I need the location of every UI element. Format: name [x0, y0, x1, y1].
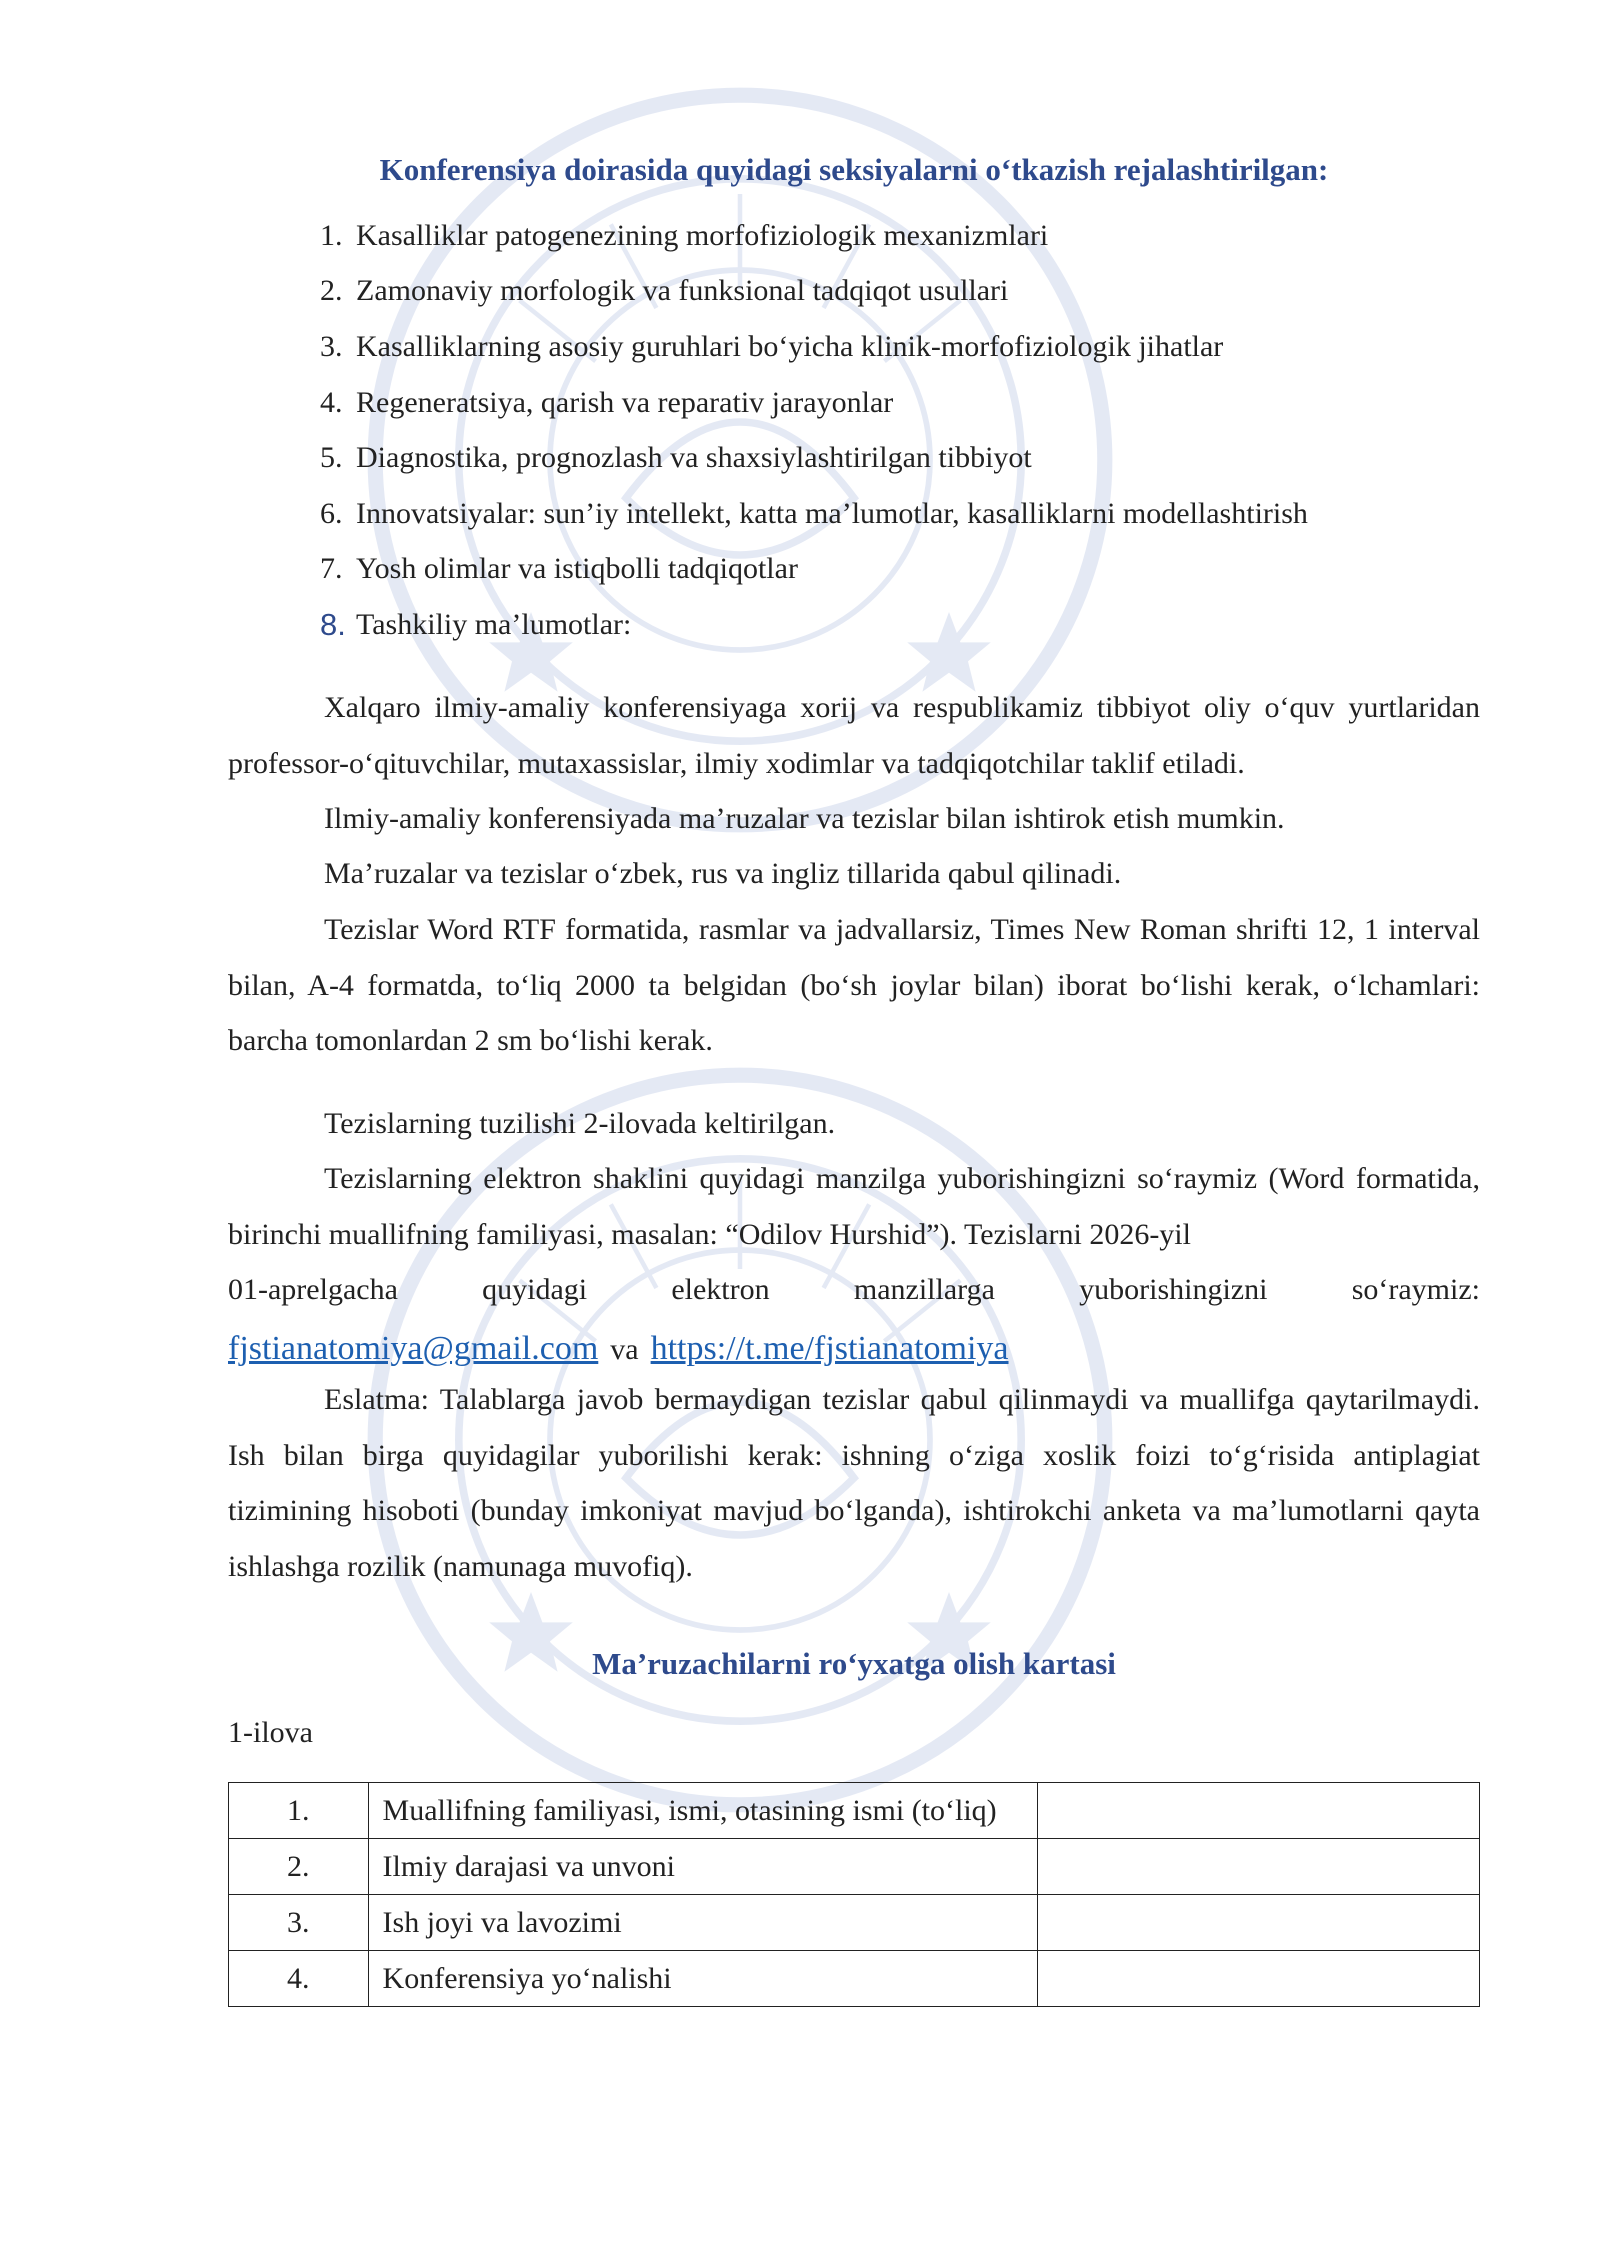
list-item	[320, 486, 1308, 542]
row-label: Muallifning familiyasi, ismi, otasining ismi (to‘liq)	[368, 1783, 1037, 1839]
telegram-link[interactable]: https://t.me/fjstianatomiya	[650, 1329, 1009, 1367]
list-text: Innovatsiyalar: sun’iy intellekt, katta ma’lumotlar, kasalliklarni modellashtirish	[356, 496, 1308, 530]
list-item	[320, 264, 1308, 320]
list-item	[320, 430, 1308, 486]
row-label: Ish joyi va lavozimi	[368, 1895, 1037, 1951]
row-number: 4.	[229, 1951, 369, 2007]
list-text: Diagnostika, prognozlash va shaxsiylashtirilgan tibbiyot	[356, 441, 1032, 475]
list-item	[320, 597, 1308, 653]
list-text: Zamonaviy morfologik va funksional tadqiqot usullari	[356, 274, 1009, 308]
registration-table	[228, 1782, 1480, 2007]
languages-paragraph: Ma’ruzalar va tezislar o‘zbek, rus va ingliz tillarida qabul qilinadi.	[324, 857, 1122, 890]
list-text: Kasalliklar patogenezining morfofiziologik mexanizmlari	[356, 218, 1049, 252]
sections-list	[320, 208, 1308, 653]
row-number: 3.	[229, 1895, 369, 1951]
link-joiner: va	[610, 1332, 639, 1366]
note-paragraph: Eslatma: Talablarga javob bermaydigan tezislar qabul qilinmaydi va muallifga qaytarilmaydi. Ish bilan birga quyidagilar yuborilishi kerak: ishning o‘ziga xoslik foizi to‘g‘risida antiplagiat tizimining hisoboti (bunday imkoniyat mavjud bo‘lganda), ishtirokchi anketa va ma’lumotlarni qayta ishlashga rozilik (namunaga muvofiq).	[228, 1383, 1480, 1583]
submission-word: 01-aprelgacha	[228, 1273, 398, 1307]
list-text: Yosh olimlar va istiqbolli tadqiqotlar	[356, 552, 798, 586]
list-number: 6.	[320, 496, 343, 530]
list-number: 5.	[320, 441, 343, 475]
submission-word: elektron	[671, 1273, 770, 1307]
row-number: 2.	[229, 1839, 369, 1895]
row-label: Konferensiya yo‘nalishi	[368, 1951, 1037, 2007]
list-item	[320, 208, 1308, 264]
list-item	[320, 542, 1308, 598]
list-text: Regeneratsiya, qarish va reparativ jarayonlar	[356, 385, 894, 419]
submission-word: yuborishingizni	[1079, 1273, 1268, 1307]
table-row	[229, 1783, 1480, 1839]
list-number: 3.	[320, 329, 343, 363]
submission-last-line	[228, 1262, 1480, 1318]
row-value-cell[interactable]	[1037, 1951, 1479, 2007]
submission-word: manzillarga	[853, 1273, 995, 1307]
list-text: Tashkiliy ma’lumotlar:	[356, 607, 632, 641]
list-number: 1.	[320, 218, 343, 252]
registration-heading: Ma’ruzachilarni ro‘yxatga olish kartasi	[592, 1646, 1116, 1681]
annex-label: 1-ilova	[228, 1716, 313, 1749]
invite-paragraph: Xalqaro ilmiy-amaliy konferensiyaga xorij va respublikamiz tibbiyot oliy o‘quv yurtlaridan professor-o‘qituvchilar, mutaxassislar, ilmiy xodimlar va tadqiqotchilar taklif etiladi.	[228, 691, 1480, 780]
structure-paragraph: Tezislarning tuzilishi 2-ilovada keltirilgan.	[324, 1107, 836, 1140]
sections-heading: Konferensiya doirasida quyidagi seksiyalarni o‘tkazish rejalashtirilgan:	[379, 152, 1329, 187]
list-number: 7.	[320, 552, 343, 586]
participation-paragraph: Ilmiy-amaliy konferensiyada ma’ruzalar va tezislar bilan ishtirok etish mumkin.	[324, 802, 1285, 835]
table-row	[229, 1839, 1480, 1895]
list-item	[320, 319, 1308, 375]
row-number: 1.	[229, 1783, 369, 1839]
list-number: 8.	[320, 607, 346, 643]
format-paragraph: Tezislar Word RTF formatida, rasmlar va jadvallarsiz, Times New Roman shrifti 12, 1 interval bilan, A-4 formatda, to‘liq 2000 ta belgidan (bo‘sh joylar bilan) iborat bo‘lishi kerak, o‘lchamlari: barcha tomonlardan 2 sm bo‘lishi kerak.	[228, 913, 1480, 1058]
list-item	[320, 375, 1308, 431]
email-link[interactable]: fjstianatomiya@gmail.com	[228, 1329, 599, 1367]
submission-word: so‘raymiz:	[1351, 1273, 1480, 1307]
list-text: Kasalliklarning asosiy guruhlari bo‘yicha klinik-morfofiziologik jihatlar	[356, 329, 1224, 363]
table-row	[229, 1895, 1480, 1951]
list-number: 2.	[320, 274, 343, 308]
submission-paragraph	[228, 1151, 1480, 1381]
row-value-cell[interactable]	[1037, 1839, 1479, 1895]
list-number: 4.	[320, 385, 343, 419]
submission-text: Tezislarning elektron shaklini quyidagi manzilga yuborishingizni so‘raymiz (Word formatida, birinchi muallifning familiyasi, masalan: “Odilov Hurshid”). Tezislarni 2026-yil	[228, 1162, 1480, 1251]
row-value-cell[interactable]	[1037, 1895, 1479, 1951]
row-value-cell[interactable]	[1037, 1783, 1479, 1839]
row-label: Ilmiy darajasi va unvoni	[368, 1839, 1037, 1895]
table-row	[229, 1951, 1480, 2007]
submission-word: quyidagi	[482, 1273, 588, 1307]
